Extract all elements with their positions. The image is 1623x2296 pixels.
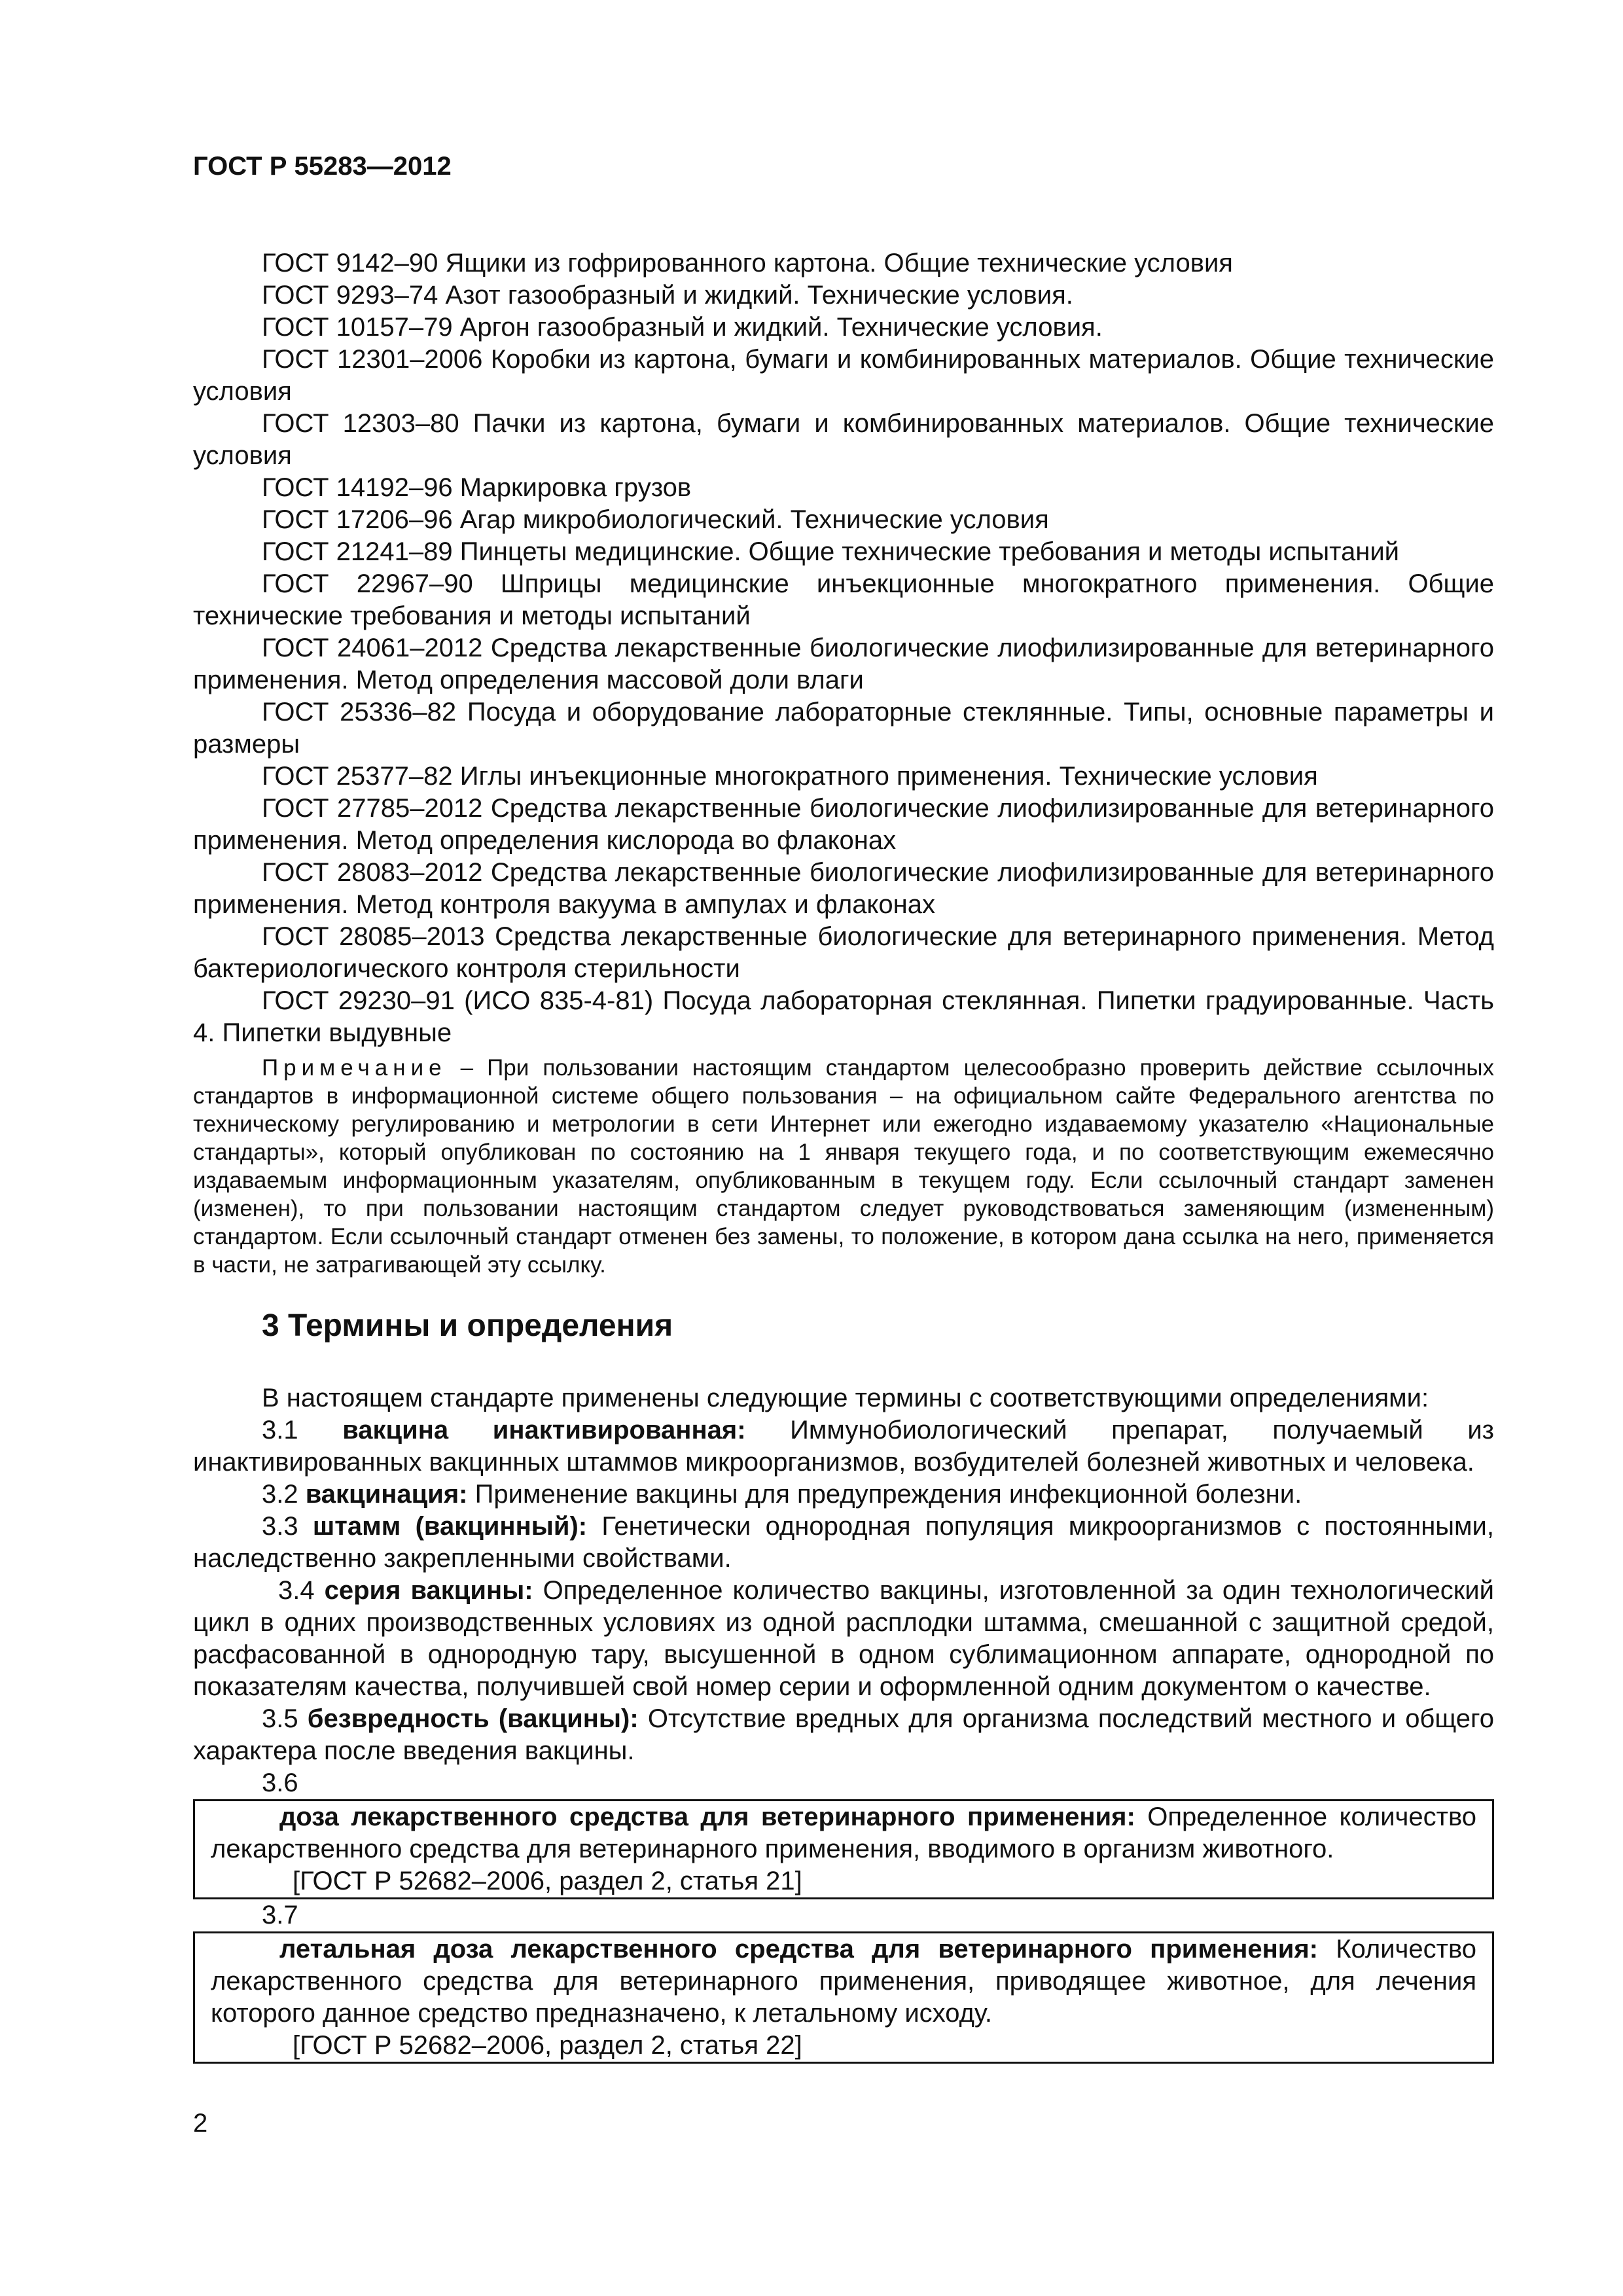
reference-item: ГОСТ 9142–90 Ящики из гофрированного картона. Общие технические условия bbox=[262, 249, 1233, 278]
term-number: 3.3 bbox=[262, 1512, 313, 1541]
reference-item: ГОСТ 14192–96 Маркировка грузов bbox=[262, 473, 692, 502]
note-text: – При пользовании настоящим стандартом целесообразно проверить действие ссылочных стандартов в информационной системе общего пользования – на официальном сайте Федерального агентства по техническому регулированию и метрологии в сети Интернет или ежегодно издаваемому указателю «Национальные стандарты», который опубликован по состоянию на 1 января текущего года, и по соответствующим ежемесячно издаваемым информационным указателям, опубликованным в текущем году. Если ссылочный стандарт заменен (изменен), то при пользовании настоящим стандартом следует руководствоваться заменяющим (измененным) стандартом. Если ссылочный стандарт отменен без замены, то положение, в котором дана ссылка на него, применяется в части, не затрагивающей эту ссылку. bbox=[193, 1055, 1494, 1278]
term-name: штамм (вакцинный): bbox=[312, 1512, 588, 1541]
reference-item: ГОСТ 25377–82 Иглы инъекционные многократного применения. Технические условия bbox=[262, 762, 1318, 791]
term-definition: Определенное количество вакцины, изготовленной за один технологический цикл в одних производственных условиях из одной расплодки штамма, смешанной с защитной средой, расфасованной в однородную тару, высушенной в одном сублимационном аппарате, однородной по показателям качества, получившей свой номер серии и оформленной одним документом о качестве. bbox=[193, 1576, 1494, 1701]
term-definition: Генетически однородная популяция микроорганизмов с постоянными, наследственно закрепленными свойствами. bbox=[193, 1512, 1495, 1573]
term-item bbox=[193, 1511, 1494, 1575]
term-definition: Применение вакцины для предупреждения инфекционной болезни. bbox=[467, 1480, 1302, 1509]
term-item bbox=[193, 1703, 1494, 1767]
term-definition: Определенное количество лекарственного средства для ветеринарного применения, вводимого в организм животного. bbox=[211, 1803, 1476, 1863]
term-source: [ГОСТ Р 52682–2006, раздел 2, статья 22] bbox=[293, 2031, 802, 2060]
terms-list bbox=[193, 1382, 1494, 2064]
reference-item: ГОСТ 12301–2006 Коробки из картона, бумаги и комбинированных материалов. Общие технические условия bbox=[193, 345, 1494, 406]
term-name: серия вакцины: bbox=[324, 1576, 533, 1605]
term-number: 3.6 bbox=[262, 1768, 298, 1797]
term-name: безвредность (вакцины): bbox=[307, 1704, 639, 1733]
term-item bbox=[193, 1479, 1494, 1511]
reference-item: ГОСТ 21241–89 Пинцеты медицинские. Общие технические требования и методы испытаний bbox=[262, 537, 1400, 566]
note-block bbox=[193, 1054, 1494, 1279]
term-number: 3.7 bbox=[262, 1901, 298, 1929]
term-item bbox=[193, 1414, 1494, 1479]
term-number: 3.2 bbox=[262, 1480, 306, 1509]
term-name: вакцина инактивированная: bbox=[342, 1416, 746, 1444]
reference-item: ГОСТ 28083–2012 Средства лекарственные биологические лиофилизированные для ветеринарного применения. Метод контроля вакуума в ампулах и флаконах bbox=[193, 858, 1494, 919]
term-definition: Количество лекарственного средства для ветеринарного применения, приводящее животное, для лечения которого данное средство предназначено, к летальному исходу. bbox=[211, 1935, 1477, 2028]
note-label: Примечание bbox=[262, 1055, 447, 1081]
term-number: 3.4 bbox=[278, 1576, 325, 1605]
term-number: 3.5 bbox=[262, 1704, 308, 1733]
term-source: [ГОСТ Р 52682–2006, раздел 2, статья 21] bbox=[293, 1867, 802, 1895]
reference-item: ГОСТ 12303–80 Пачки из картона, бумаги и комбинированных материалов. Общие технические условия bbox=[193, 409, 1494, 470]
reference-item: ГОСТ 24061–2012 Средства лекарственные биологические лиофилизированные для ветеринарного применения. Метод определения массовой доли влаги bbox=[193, 634, 1494, 694]
terms-intro: В настоящем стандарте применены следующие термины с соответствующими определениями: bbox=[262, 1384, 1429, 1412]
reference-item: ГОСТ 28085–2013 Средства лекарственные биологические для ветеринарного применения. Метод бактериологического контроля стерильности bbox=[193, 922, 1494, 983]
term-definition: Иммунобиологический препарат, получаемый из инактивированных вакцинных штаммов микроорганизмов, возбудителей болезней животных и человека. bbox=[193, 1416, 1495, 1477]
reference-item: ГОСТ 22967–90 Шприцы медицинские инъекционные многократного применения. Общие технические требования и методы испытаний bbox=[193, 569, 1494, 630]
term-number: 3.1 bbox=[262, 1416, 343, 1444]
term-item bbox=[211, 1933, 1476, 2030]
reference-item: ГОСТ 17206–96 Агар микробиологический. Технические условия bbox=[262, 505, 1049, 534]
references-list bbox=[193, 247, 1494, 1049]
reference-item: ГОСТ 10157–79 Аргон газообразный и жидкий. Технические условия. bbox=[262, 313, 1103, 342]
term-name: вакцинация: bbox=[305, 1480, 468, 1509]
term-definition: Отсутствие вредных для организма последствий местного и общего характера после введения вакцины. bbox=[193, 1704, 1495, 1765]
reference-item: ГОСТ 27785–2012 Средства лекарственные биологические лиофилизированные для ветеринарного применения. Метод определения кислорода во флаконах bbox=[193, 794, 1494, 855]
page-number: 2 bbox=[193, 2109, 208, 2138]
document-header: ГОСТ Р 55283—2012 bbox=[193, 152, 452, 181]
term-item bbox=[193, 1575, 1494, 1703]
section-title: 3 Термины и определения bbox=[262, 1308, 673, 1343]
reference-item: ГОСТ 25336–82 Посуда и оборудование лабораторные стеклянные. Типы, основные параметры и размеры bbox=[193, 698, 1494, 759]
term-name: летальная доза лекарственного средства для ветеринарного применения: bbox=[279, 1935, 1319, 1964]
reference-item: ГОСТ 9293–74 Азот газообразный и жидкий. Технические условия. bbox=[262, 281, 1073, 310]
term-item bbox=[211, 1801, 1476, 1865]
term-name: доза лекарственного средства для ветеринарного применения: bbox=[279, 1803, 1135, 1831]
note-paragraph bbox=[193, 1054, 1494, 1279]
reference-item: ГОСТ 29230–91 (ИСО 835-4-81) Посуда лабораторная стеклянная. Пипетки градуированные. Часть 4. Пипетки выдувные bbox=[193, 986, 1494, 1047]
term-box bbox=[193, 1931, 1494, 2064]
term-box bbox=[193, 1799, 1494, 1899]
